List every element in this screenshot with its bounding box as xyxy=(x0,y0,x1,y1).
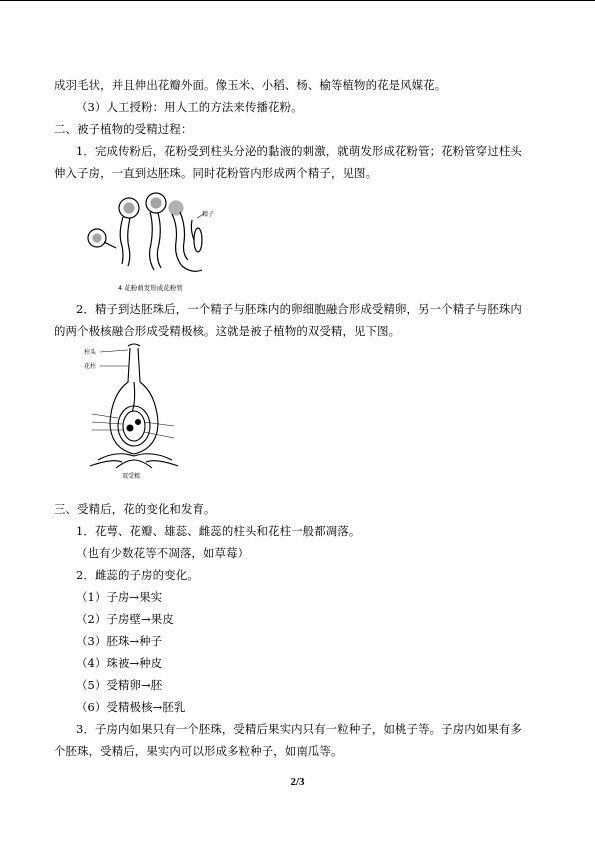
figure2-caption: 双受精 xyxy=(122,473,141,480)
double-fertilization-figure xyxy=(82,342,186,482)
figure1-caption: 4 花粉萌发形成花粉管 xyxy=(118,284,183,292)
paragraph-wind-pollination: 成羽毛状，并且伸出花瓣外面。像玉米、小稻、杨、榆等植物的花是风媒花。 xyxy=(54,78,447,92)
pistil-drawing xyxy=(90,344,178,468)
list-item: （5）受精卵→胚 xyxy=(76,678,163,692)
pollen-germination-figure xyxy=(84,186,224,294)
paragraph-strawberry-note: （也有少数花等不凋落，如草莓） xyxy=(76,546,250,560)
section-heading-fertilization: 二、被子植物的受精过程： xyxy=(54,122,193,136)
list-item: （2）子房壁→果皮 xyxy=(76,612,174,626)
label-style: 花柱 xyxy=(84,363,97,370)
list-item: （1）子房→果实 xyxy=(76,590,163,604)
label-leaders xyxy=(92,350,174,438)
list-item: （6）受精极核→胚乳 xyxy=(76,700,186,714)
section-heading-after-fertilization: 三、受精后，花的变化和发育。 xyxy=(54,502,216,516)
page-number: 2/3 xyxy=(290,776,305,788)
paragraph-pollen-tube-line1: 1．完成传粉后，花粉受到柱头分泌的黏液的刺激，就萌发形成花粉管；花粉管穿过柱头 xyxy=(76,144,522,158)
paragraph-parts-wither: 1．花萼、花瓣、雄蕊、雌蕊的柱头和花柱一般都凋落。 xyxy=(76,524,361,538)
list-item: （4）珠被→种皮 xyxy=(76,656,163,670)
paragraph-ovary-changes: 2．雌蕊的子房的变化。 xyxy=(76,568,199,582)
list-item: （3）胚珠→种子 xyxy=(76,634,163,648)
pollen-grains-drawing xyxy=(88,193,202,271)
page-top-rule xyxy=(0,0,595,1)
paragraph-seeds-line2: 个胚珠，受精后，果实内可以形成多粒种子，如南瓜等。 xyxy=(54,744,343,758)
label-stigma: 柱头 xyxy=(84,349,97,356)
label-sperm: 精子 xyxy=(202,211,215,218)
paragraph-artificial-pollination: （3）人工授粉：用人工的方法来传播花粉。 xyxy=(76,100,303,114)
paragraph-double-fertilization-line1: 2．精子到达胚珠后，一个精子与胚珠内的卵细胞融合形成受精卵，另一个精子与胚珠内 xyxy=(76,302,522,316)
paragraph-double-fertilization-line2: 的两个极核融合形成受精极核。这就是被子植物的双受精，见下图。 xyxy=(54,324,401,338)
paragraph-pollen-tube-line2: 伸入子房，一直到达胚珠。同时花粉管内形成两个精子，见图。 xyxy=(54,166,378,180)
paragraph-seeds-line1: 3．子房内如果只有一个胚珠，受精后果实内只有一粒种子，如桃子等。子房内如果有多 xyxy=(76,722,522,736)
